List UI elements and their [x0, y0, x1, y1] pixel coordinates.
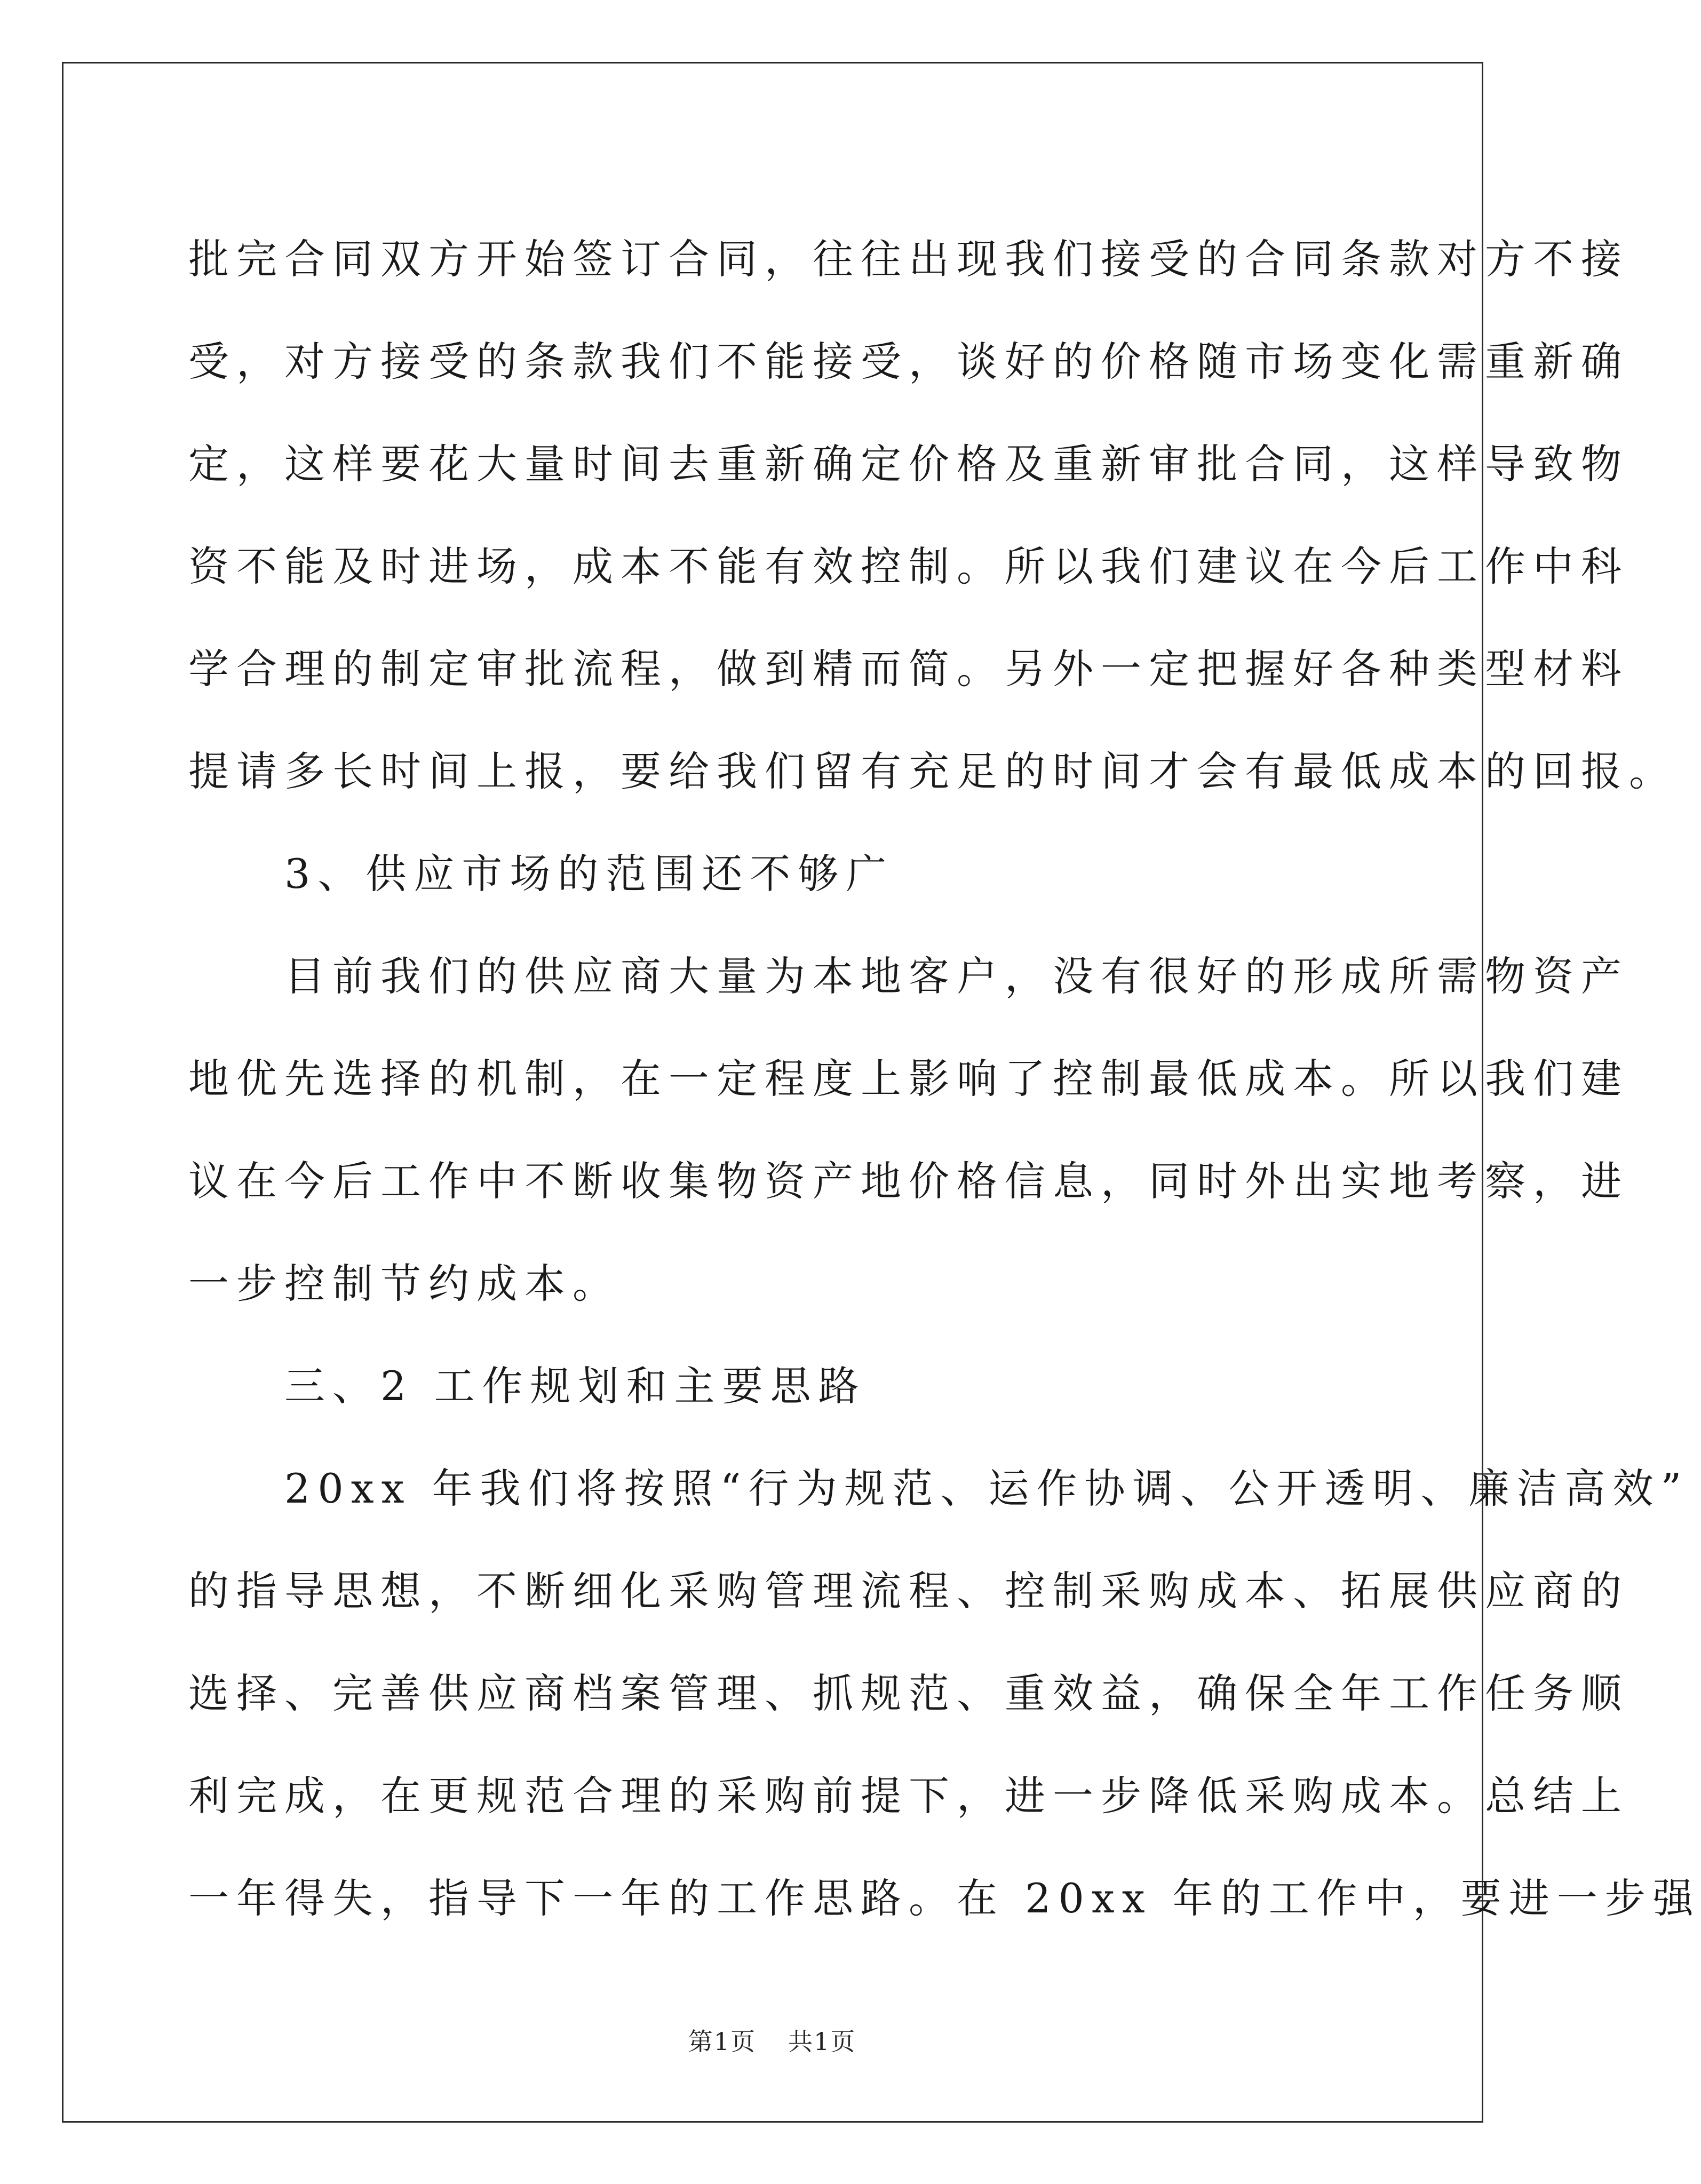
page-footer — [0, 2022, 1544, 2058]
text-line-1: 批完合同双方开始签订合同，往往出现我们接受的合同条款对方不接 — [188, 235, 1629, 283]
page-number-total: 共1页 — [788, 2027, 856, 2056]
text-line-3: 定，这样要花大量时间去重新确定价格及重新审批合同，这样导致物 — [188, 440, 1629, 488]
text-line-17: 一年得失，指导下一年的工作思路。在 20xx 年的工作中，要进一步强 — [188, 1875, 1701, 1922]
text-line-8: 目前我们的供应商大量为本地客户，没有很好的形成所需物资产 — [188, 952, 1629, 1000]
section-heading-work-plan: 三、2 工作规划和主要思路 — [188, 1362, 867, 1410]
text-line-14: 的指导思想，不断细化采购管理流程、控制采购成本、拓展供应商的 — [188, 1567, 1629, 1615]
text-line-5: 学合理的制定审批流程，做到精而简。另外一定把握好各种类型材料 — [188, 645, 1629, 693]
text-line-9: 地优先选择的机制，在一定程度上影响了控制最低成本。所以我们建 — [188, 1055, 1629, 1102]
page-number-current: 第1页 — [688, 2027, 756, 2056]
text-line-6: 提请多长时间上报，要给我们留有充足的时间才会有最低成本的回报。 — [188, 748, 1677, 795]
text-line-10: 议在今后工作中不断收集物资产地价格信息，同时外出实地考察，进 — [188, 1157, 1629, 1205]
text-line-16: 利完成，在更规范合理的采购前提下，进一步降低采购成本。总结上 — [188, 1772, 1629, 1820]
text-line-15: 选择、完善供应商档案管理、抓规范、重效益，确保全年工作任务顺 — [188, 1670, 1629, 1717]
text-line-11: 一步控制节约成本。 — [188, 1260, 621, 1307]
text-line-4: 资不能及时进场，成本不能有效控制。所以我们建议在今后工作中科 — [188, 543, 1629, 590]
section-heading-3: 3、供应市场的范围还不够广 — [188, 850, 894, 898]
text-line-2: 受，对方接受的条款我们不能接受，谈好的价格随市场变化需重新确 — [188, 338, 1629, 385]
text-line-13: 20xx 年我们将按照“行为规范、运作协调、公开透明、廉洁高效” — [188, 1465, 1689, 1512]
document-body — [188, 208, 1701, 1950]
